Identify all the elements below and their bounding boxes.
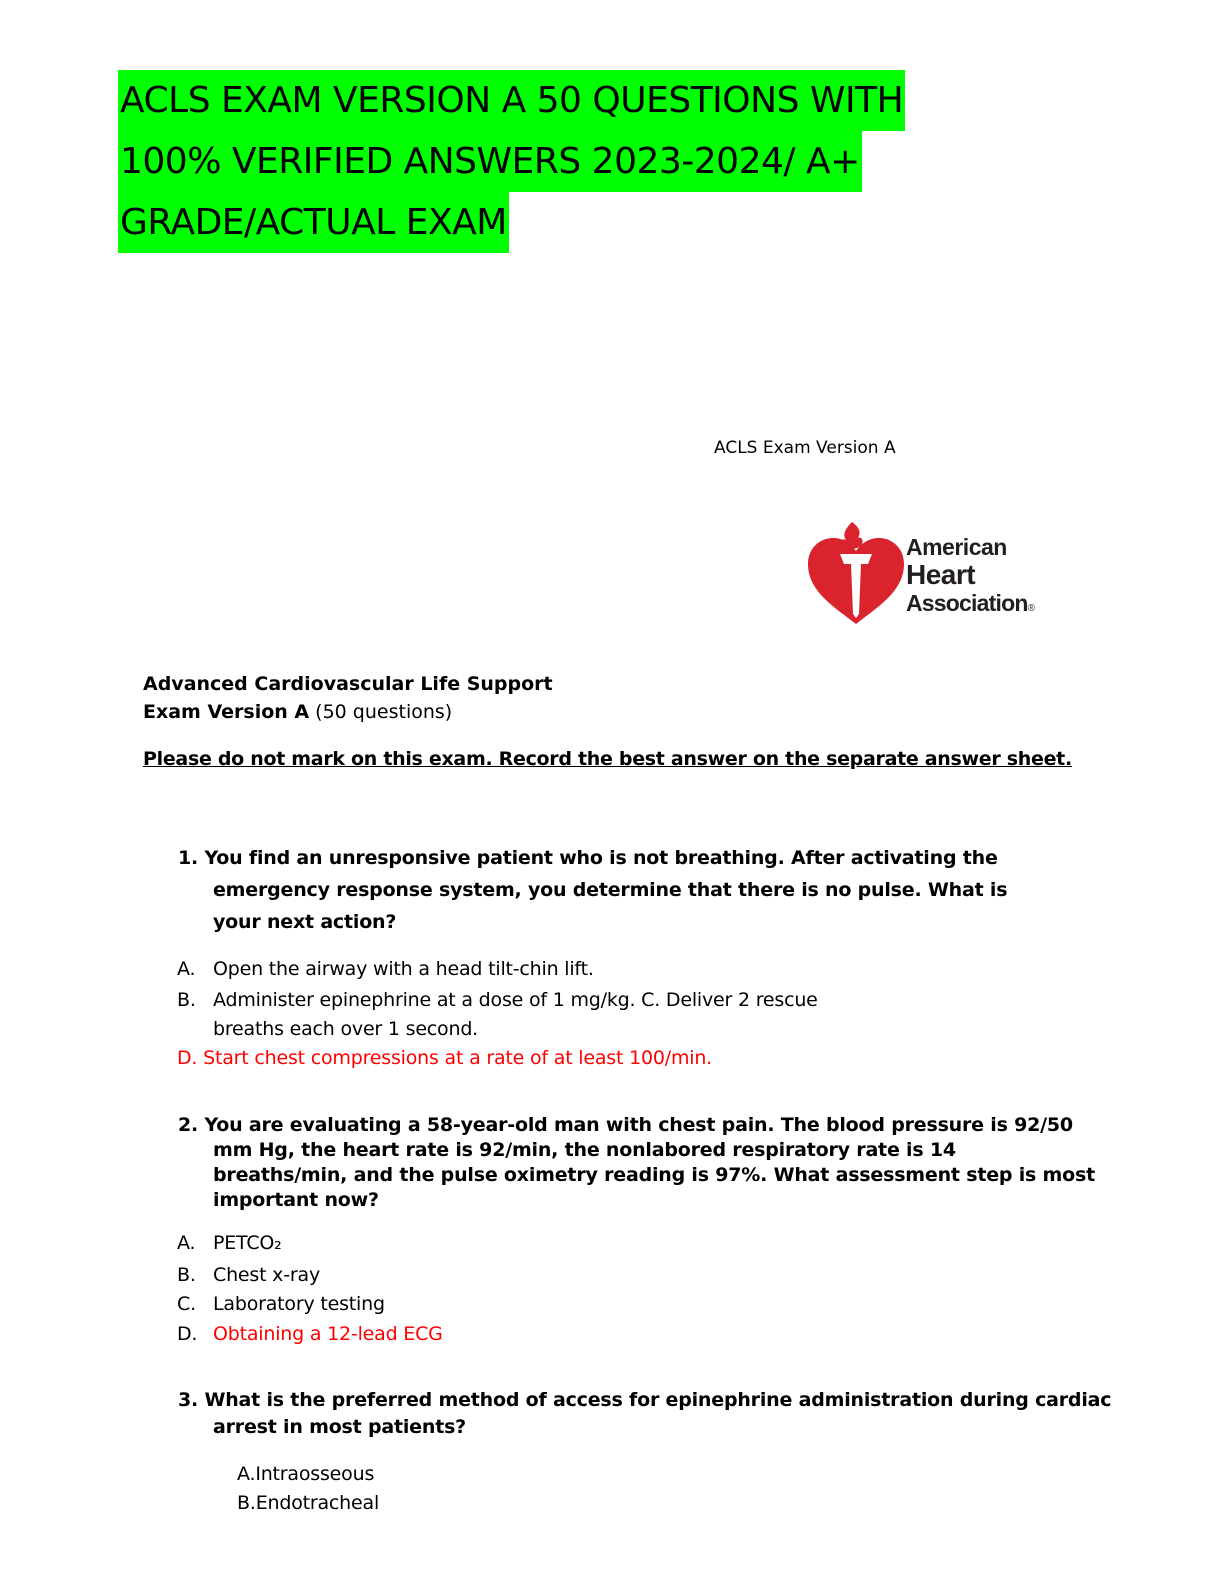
option-text: Chest x-ray [213, 1264, 320, 1286]
document-title [118, 70, 998, 253]
course-heading [143, 670, 553, 726]
question-text-line: breaths/min, and the pulse oximetry reading is 97%. What assessment step is most [213, 1164, 1095, 1186]
answer-option [177, 1290, 385, 1319]
question-text-line: What is the preferred method of access for epinephrine administration during cardiac [204, 1389, 1112, 1411]
correct-answer-option [177, 1320, 443, 1349]
correct-answer-option [177, 1044, 712, 1073]
option-letter: B. [237, 1492, 256, 1514]
question-text-line: mm Hg, the heart rate is 92/min, the nonlabored respiratory rate is 14 [213, 1139, 956, 1161]
question-number: 3. [178, 1389, 199, 1411]
option-text: Start chest compressions at a rate of at least 100/min. [203, 1047, 713, 1069]
option-text: PETCO₂ [213, 1232, 282, 1254]
logo-association-text: Association [906, 590, 1028, 616]
option-letter: A. [177, 958, 196, 980]
question-2 [178, 1113, 1095, 1213]
question-text-line: arrest in most patients? [213, 1416, 467, 1438]
option-text: Laboratory testing [213, 1293, 385, 1315]
option-letter: B. [177, 1264, 196, 1286]
question-text-line: You find an unresponsive patient who is not breathing. After activating the [204, 847, 998, 869]
option-text: Administer epinephrine at a dose of 1 mg/kg. C. Deliver 2 rescue [213, 989, 818, 1011]
aha-logo [806, 518, 1076, 628]
logo-line-heart: Heart [906, 559, 976, 590]
logo-line-association [906, 590, 1034, 622]
logo-line-american: American [906, 534, 1007, 560]
question-1 [178, 842, 1007, 938]
option-letter: A. [177, 1232, 196, 1254]
option-letter: A. [237, 1463, 256, 1485]
option-text: Open the airway with a head tilt-chin lift. [213, 958, 594, 980]
question-text-line: emergency response system, you determine that there is no pulse. What is [213, 879, 1008, 901]
question-number: 1. [178, 847, 199, 869]
title-line: 100% VERIFIED ANSWERS 2023-2024/ A+ [118, 131, 862, 192]
option-text: Intraosseous [255, 1463, 375, 1485]
title-line: GRADE/ACTUAL EXAM [118, 192, 509, 253]
option-letter: D. [177, 1047, 198, 1069]
answer-option-continuation [213, 1015, 478, 1044]
option-text: Endotracheal [255, 1492, 380, 1514]
answer-option [177, 1229, 282, 1258]
course-version-label: Exam Version A [143, 701, 310, 723]
exam-instructions: Please do not mark on this exam. Record the best answer on the separate answer sheet. [143, 748, 1072, 770]
answer-option [237, 1460, 374, 1489]
registered-mark: ® [1027, 603, 1035, 614]
option-text: Obtaining a 12-lead ECG [213, 1323, 443, 1345]
version-tag: ACLS Exam Version A [714, 438, 896, 458]
question-3 [178, 1387, 1111, 1441]
question-number: 2. [178, 1114, 199, 1136]
option-letter: C. [177, 1293, 196, 1315]
option-letter: B. [177, 989, 196, 1011]
option-letter: D. [177, 1323, 198, 1345]
question-text-line: You are evaluating a 58-year-old man with chest pain. The blood pressure is 92/50 [204, 1114, 1073, 1136]
heart-torch-icon [806, 518, 906, 628]
course-name: Advanced Cardiovascular Life Support [143, 673, 553, 695]
answer-option [177, 955, 594, 984]
course-version-detail: (50 questions) [315, 701, 453, 723]
logo-wordmark [906, 534, 1034, 622]
option-text: breaths each over 1 second. [213, 1018, 479, 1040]
answer-option [237, 1489, 379, 1518]
question-text-line: important now? [213, 1189, 379, 1211]
answer-option [177, 986, 818, 1015]
answer-option [177, 1261, 320, 1290]
title-line: ACLS EXAM VERSION A 50 QUESTIONS WITH [118, 70, 905, 131]
question-text-line: your next action? [213, 911, 397, 933]
